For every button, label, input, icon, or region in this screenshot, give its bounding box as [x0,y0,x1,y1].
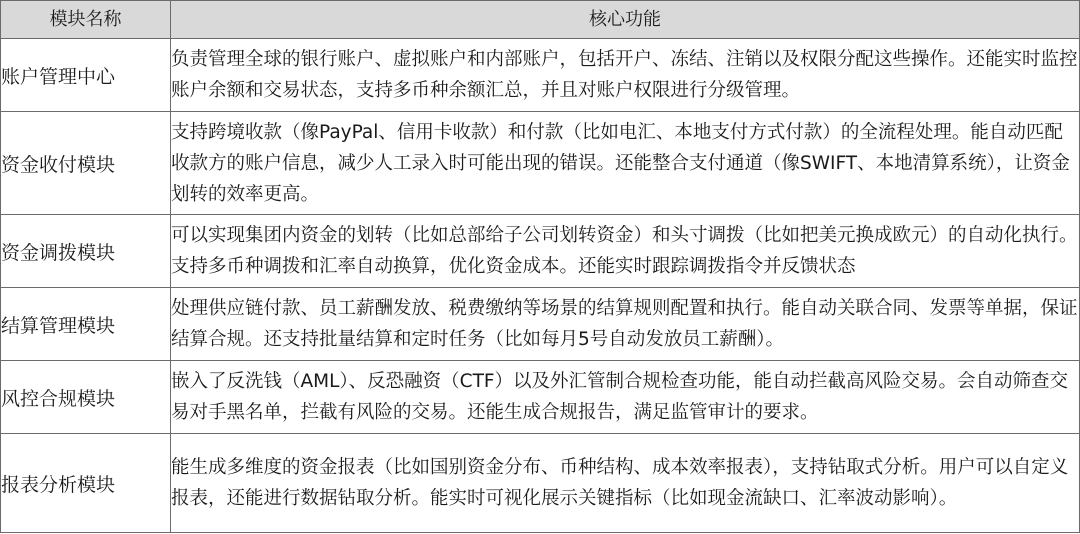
module-description-cell [171,39,1080,112]
table-row [1,361,1080,434]
module-description: 嵌入了反洗钱（AML）、反恐融资（CTF）以及外汇管制合规检查功能，能自动拦截高风险交易。会自动筛查交易对手黑名单，拦截有风险的交易。还能生成合规报告，满足监管审计的要求。 [171,371,1069,423]
module-description-cell [171,361,1080,434]
module-description-cell [171,288,1080,361]
module-name-cell: 风控合规模块 [1,361,171,434]
module-description-cell [171,215,1080,288]
module-description: 负责管理全球的银行账户、虚拟账户和内部账户，包括开户、冻结、注销以及权限分配这些操作。还能实时监控账户余额和交易状态，支持多币种余额汇总，并且对账户权限进行分级管理。 [171,49,1078,101]
module-name-cell: 资金收付模块 [1,112,171,215]
header-module-name: 模块名称 [1,1,171,39]
module-description: 可以实现集团内资金的划转（比如总部给子公司划转资金）和头寸调拨（比如把美元换成欧元）的自动化执行。支持多币种调拨和汇率自动换算，优化资金成本。还能实时跟踪调拨指令并反馈状态 [171,225,1078,277]
module-description: 处理供应链付款、员工薪酬发放、税费缴纳等场景的结算规则配置和执行。能自动关联合同、发票等单据，保证结算合规。还支持批量结算和定时任务（比如每月5号自动发放员工薪酬）。 [171,298,1078,350]
module-name-cell: 资金调拨模块 [1,215,171,288]
module-description-cell [171,112,1080,215]
table-row [1,288,1080,361]
module-description-cell [171,434,1080,533]
module-description: 能生成多维度的资金报表（比如国别资金分布、币种结构、成本效率报表），支持钻取式分析。用户可以自定义报表，还能进行数据钻取分析。能实时可视化展示关键指标（比如现金流缺口、汇率波动影响）。 [171,457,1069,509]
module-name-cell: 账户管理中心 [1,39,171,112]
module-name-cell: 结算管理模块 [1,288,171,361]
module-description: 支持跨境收款（像PayPal、信用卡收款）和付款（比如电汇、本地支付方式付款）的全流程处理。能自动匹配收款方的账户信息，减少人工录入时可能出现的错误。还能整合支付通道（像SWIFT、本地清算系统），让资金划转的效率更高。 [171,121,1070,205]
table-row [1,215,1080,288]
header-core-function: 核心功能 [171,1,1080,39]
module-name-cell: 报表分析模块 [1,434,171,533]
table-row [1,39,1080,112]
table-row [1,112,1080,215]
table-header-row [1,1,1080,39]
table-row [1,434,1080,533]
